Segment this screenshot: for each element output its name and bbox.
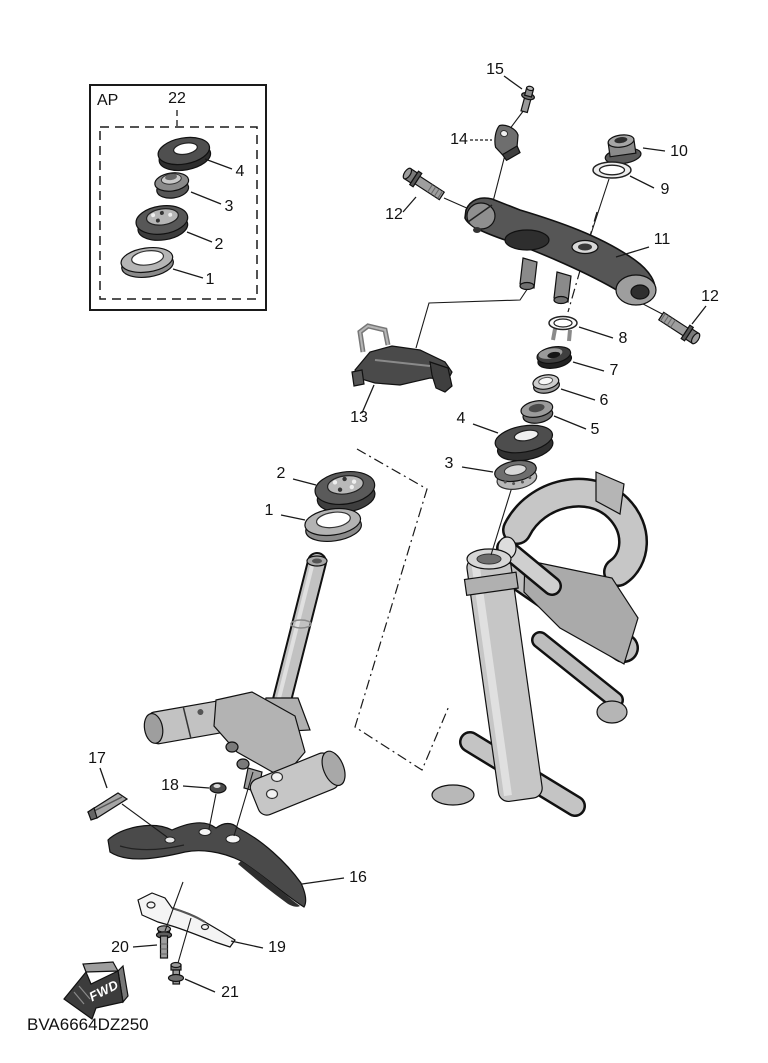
callout-10: 10 [670,143,688,160]
callout-12-left: 12 [385,206,403,223]
callout-22: 22 [168,90,186,107]
ap-box-title: AP [97,92,119,109]
callout-4: 4 [456,410,466,427]
diagram-code: BVA6664DZ250 [27,1015,149,1034]
callout-2: 2 [276,465,286,482]
callout-ap-1: 1 [205,271,215,288]
callout-12-right: 12 [701,288,719,305]
callout-17: 17 [88,750,106,767]
callout-20: 20 [111,939,129,956]
callout-19: 19 [268,939,286,956]
callout-ap-3: 3 [224,198,234,215]
callout-6: 6 [599,392,609,409]
callout-8: 8 [618,330,628,347]
callout-9: 9 [660,181,670,198]
callout-15: 15 [486,61,504,78]
callout-7: 7 [609,362,619,379]
callout-21: 21 [221,984,239,1001]
grommet-art [210,783,226,793]
callout-ap-4: 4 [235,163,245,180]
callout-18: 18 [161,777,179,794]
callout-14: 14 [450,131,468,148]
callout-3: 3 [444,455,454,472]
callout-13: 13 [350,409,368,426]
callout-1: 1 [264,502,274,519]
callout-11: 11 [653,231,671,248]
callout-5: 5 [590,421,600,438]
fwd-arrow-label: FWD [86,976,122,1005]
callout-16: 16 [349,869,367,886]
callout-ap-2: 2 [214,236,224,253]
washer-9-art [593,162,631,178]
